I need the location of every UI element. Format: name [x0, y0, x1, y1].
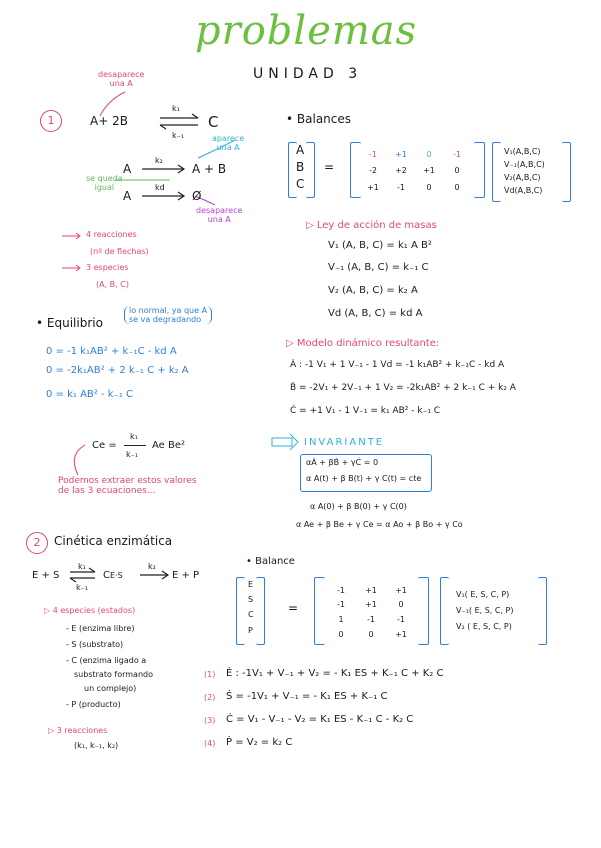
ce-lhs: Ce = — [92, 440, 117, 451]
species-item: - C (enzima ligado a — [66, 656, 147, 665]
reaction-3-right: Ø — [192, 189, 202, 203]
note-stays-same: se queda igual — [86, 174, 123, 192]
equals-sign: = — [324, 160, 335, 174]
species-heading: ▷ 4 especies (estados) — [44, 606, 136, 615]
dynamic-heading-text: Modelo dinámico resultante: — [296, 338, 440, 349]
enzyme-eq-right: E + P — [172, 570, 200, 581]
matrix2-cell: +1 — [395, 630, 407, 639]
dynamic-line: Ḃ = -2V₁ + 2V₋₁ + 1 V₂ = -2k₁AB² + 2 k₋₁ C + k₂ A — [290, 383, 516, 393]
rate-item: V₋₁(A,B,C) — [504, 160, 545, 169]
var-s-dot: S — [248, 595, 254, 604]
var-e-dot: E — [248, 580, 254, 589]
rates2-bracket-left — [440, 577, 449, 645]
matrix2-cell: -1 — [397, 615, 405, 624]
matrix2-cell: +1 — [365, 600, 377, 609]
matrix-cell: -1 — [369, 150, 377, 159]
enzyme-eq-mid — [103, 570, 123, 581]
reaction-1-right: C — [208, 113, 219, 131]
matrix2-cell: +1 — [395, 586, 407, 595]
problem-2-heading: Cinética enzimática — [54, 534, 173, 548]
enzyme-complex-sub: E·S — [109, 571, 123, 580]
reactions-note: (nº de flechas) — [90, 247, 149, 256]
matrix2-cell: +1 — [365, 586, 377, 595]
species-item: - P (producto) — [66, 700, 121, 709]
rates-bracket-right — [562, 142, 571, 202]
vars2-bracket-left — [236, 577, 245, 645]
matrix-cell: 0 — [426, 150, 432, 159]
equilibrium-line: 0 = k₁ AB² - k₋₁ C — [46, 389, 133, 400]
rate2-item: V₂ ( E, S, C, P) — [456, 622, 512, 631]
page-subtitle: UNIDAD 3 — [253, 66, 363, 82]
rate-item: Vd(A,B,C) — [504, 186, 543, 195]
reaction-2-left: A — [123, 162, 132, 176]
reactions-heading-text: 3 reacciones — [56, 726, 108, 735]
balance2-heading: • Balance — [246, 556, 295, 567]
rates2-bracket-right — [538, 577, 547, 645]
species-item: substrato formando — [74, 670, 153, 679]
matrix-cell: +1 — [423, 166, 435, 175]
mass-action-heading: ▷ Ley de acción de masas — [306, 220, 437, 231]
rate-item: V₂(A,B,C) — [504, 173, 541, 182]
vars-bracket-right — [306, 142, 315, 198]
equation: Ċ = V₁ - V₋₁ - V₂ = K₁ ES - K₋₁ C - K₂ C — [226, 714, 414, 725]
rates-bracket-left — [492, 142, 501, 202]
ce-rhs: Ae Be² — [152, 440, 186, 451]
reaction-1-left: A+ 2B — [90, 114, 128, 128]
matrix2-cell: 1 — [338, 615, 344, 624]
mass-action-line: V₂ (A, B, C) = k₂ A — [328, 285, 418, 296]
equation-number: (1) — [204, 670, 216, 679]
equilibrium-line: 0 = -1 k₁AB² + k₋₁C - kd A — [46, 346, 177, 357]
rate2-item: V₋₁( E, S, C, P) — [456, 606, 514, 615]
matrix-cell: +2 — [395, 166, 407, 175]
var-b-dot: B — [296, 160, 305, 174]
species-heading-text: 4 especies (estados) — [52, 606, 136, 615]
var-a-dot: A — [296, 143, 305, 157]
matrix-cell: +1 — [395, 150, 407, 159]
reaction-3-k: kd — [155, 183, 165, 192]
reaction-3-left: A — [123, 189, 132, 203]
reaction-2-right: A + B — [192, 162, 227, 176]
species-item: un complejo) — [84, 684, 137, 693]
matrix2-cell: 0 — [368, 630, 374, 639]
matrix2-cell: -1 — [337, 586, 345, 595]
balances-heading-text: Balances — [296, 112, 352, 126]
rate-item: V₁(A,B,C) — [504, 147, 541, 156]
matrix-cell: +1 — [367, 183, 379, 192]
problem-1-number: 1 — [40, 110, 62, 132]
vars2-bracket-right — [256, 577, 265, 645]
equals-sign-2: = — [288, 601, 299, 615]
equation-number: (4) — [204, 739, 216, 748]
rate2-item: V₁( E, S, C, P) — [456, 590, 510, 599]
matrix2-cell: 0 — [338, 630, 344, 639]
reaction-2-k: k₂ — [155, 156, 163, 165]
matrix-bracket-left — [350, 142, 361, 198]
invariant-equilibrium: α Ae + β Be + γ Ce = α Ao + β Bo + γ Co — [296, 520, 463, 529]
dynamic-line: Ȧ : -1 V₁ + 1 V₋₁ - 1 Vd = -1 k₁AB² + k₋₁C - kd A — [290, 360, 505, 370]
equilibrium-heading-text: Equilibrio — [46, 316, 103, 330]
equation-number: (2) — [204, 693, 216, 702]
var-c-dot: C — [248, 610, 254, 619]
var-p-dot: P — [248, 626, 253, 635]
balances-heading: • Balances — [286, 112, 352, 126]
matrix-cell: -2 — [369, 166, 377, 175]
mass-action-line: Vd (A, B, C) = kd A — [328, 308, 423, 319]
matrix-cell: -1 — [453, 150, 461, 159]
invariant-line: αȦ + βḂ + γĊ = 0 — [306, 458, 379, 467]
mass-action-line: V₋₁ (A, B, C) = k₋₁ C — [328, 262, 429, 273]
equation: Ṡ = -1V₁ + V₋₁ = - K₁ ES + K₋₁ C — [226, 691, 388, 702]
invariant-initial: α A(0) + β B(0) + γ C(0) — [310, 502, 407, 511]
note-disappears-a: desaparece una A — [98, 70, 145, 88]
matrix2-bracket-left — [314, 577, 325, 645]
note-disappears-a-2: desaparece una A — [196, 206, 243, 224]
enzyme-eq-left: E + S — [32, 570, 60, 581]
equilibrium-line: 0 = -2k₁AB² + 2 k₋₁ C + k₂ A — [46, 365, 189, 376]
reactions-list: (k₁, k₋₁, k₂) — [74, 741, 119, 750]
matrix2-bracket-right — [418, 577, 429, 645]
species-item: - S (substrato) — [66, 640, 124, 649]
mass-action-line: V₁ (A, B, C) = k₁ A B² — [328, 240, 432, 251]
reaction-1-kf: k₁ — [172, 104, 180, 113]
species-item: - E (enzima libre) — [66, 624, 135, 633]
matrix2-cell: 0 — [398, 600, 404, 609]
equation: Ṗ = V₂ = k₂ C — [226, 737, 293, 748]
note-appears-a: aparece una A — [212, 134, 245, 152]
equilibrium-note-2: Podemos extraer estos valores de las 3 ecuaciones... — [58, 476, 197, 496]
ce-numerator: k₁ — [130, 432, 138, 441]
matrix-cell: 0 — [454, 183, 460, 192]
problem-2-number: 2 — [26, 532, 48, 554]
equation-number: (3) — [204, 716, 216, 725]
reaction-1-kb: k₋₁ — [172, 131, 185, 140]
matrix2-cell: -1 — [337, 600, 345, 609]
mass-action-heading-text: Ley de acción de masas — [316, 220, 437, 231]
enzyme-complex: C — [103, 570, 110, 581]
enzyme-k1: k₁ — [78, 562, 86, 571]
matrix-cell: 0 — [426, 183, 432, 192]
ce-denominator: k₋₁ — [126, 450, 139, 459]
dynamic-heading: ▷ Modelo dinámico resultante: — [286, 338, 440, 349]
reactions-heading: ▷ 3 reacciones — [48, 726, 108, 735]
species-list: (A, B, C) — [96, 280, 129, 289]
matrix2-cell: -1 — [367, 615, 375, 624]
equilibrium-heading: • Equilibrio — [36, 316, 103, 330]
dynamic-line: Ċ = +1 V₁ - 1 V₋₁ = k₁ AB² - k₋₁ C — [290, 406, 441, 416]
page-title: problemas — [195, 8, 418, 54]
ce-fraction-bar — [124, 445, 146, 446]
enzyme-km1: k₋₁ — [76, 583, 89, 592]
equation: Ė : -1V₁ + V₋₁ + V₂ = - K₁ ES + K₋₁ C + K₂ C — [226, 668, 444, 679]
enzyme-k2: k₂ — [148, 562, 156, 571]
matrix-cell: -1 — [397, 183, 405, 192]
equilibrium-note: lo normal, ya que A se va degradando — [124, 306, 212, 324]
matrix-cell: 0 — [454, 166, 460, 175]
invariant-heading: INVARIANTE — [304, 437, 385, 448]
balance2-heading-text: Balance — [255, 556, 295, 567]
invariant-line: α A(t) + β B(t) + γ C(t) = cte — [306, 474, 422, 483]
var-c-dot: C — [296, 177, 305, 191]
species-count: 3 especies — [86, 263, 129, 272]
matrix-bracket-right — [474, 142, 485, 198]
reactions-count: 4 reacciones — [86, 230, 137, 239]
